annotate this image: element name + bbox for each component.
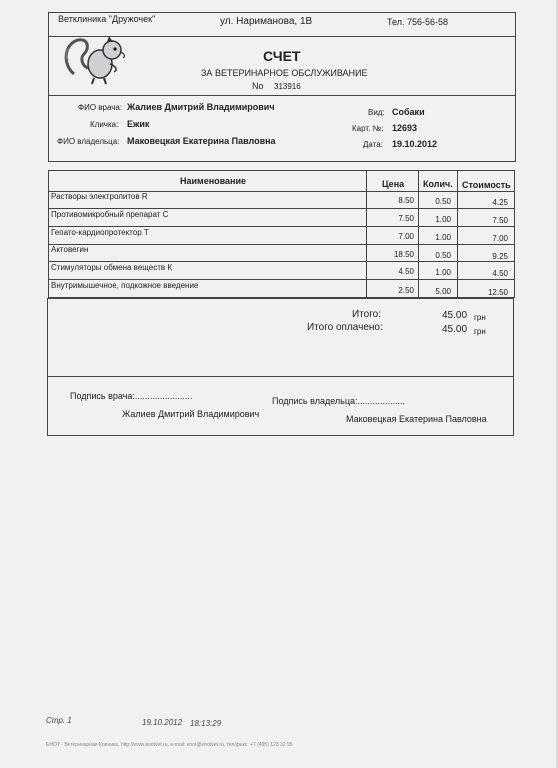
row-name: Внутримышечное, подкожное введение [51, 281, 199, 290]
clinic-name: Ветклиника "Дружочек" [58, 14, 156, 24]
row-price: 4.50 [398, 267, 414, 276]
row-name: Стимуляторы обмена веществ К [51, 263, 173, 272]
doctor-label: ФИО врача: [78, 103, 123, 112]
row-name: Актовегин [51, 245, 89, 254]
table-row-rule [48, 279, 514, 280]
owner-signature-label: Подпись владельца:................... [272, 396, 406, 406]
paid-currency: грн [474, 327, 486, 336]
row-name: Гепато-кардиопротектор Т [51, 228, 149, 237]
row-cost: 9.25 [492, 252, 508, 261]
owner-signature-name: Маковецкая Екатерина Павловна [346, 414, 487, 424]
row-price: 7.50 [398, 214, 414, 223]
clinic-phone: Тел. 756-56-58 [387, 17, 448, 27]
row-price: 7.00 [398, 232, 414, 241]
table-col-rule [457, 170, 458, 297]
owner-label: ФИО владельца: [57, 137, 120, 146]
header-qty: Колич. [423, 179, 453, 189]
total-currency: грн [474, 313, 486, 322]
paid-value: 45.00 [442, 324, 468, 335]
row-cost: 12.50 [487, 288, 508, 297]
owner-name: Маковецкая Екатерина Павловна [127, 136, 276, 146]
row-price: 2.50 [398, 286, 414, 295]
footer-time: 18:13:29 [190, 719, 222, 728]
row-qty: 0.50 [435, 197, 451, 206]
footer-small-print: ЕНОТ - Ветеринарная Клиника, http://www.enotvet.ru, e-mail: enot@enotvet.ru, тел/факс: +7 (495) 123 32 95 [46, 742, 293, 748]
invoice-subtitle: ЗА ВЕТЕРИНАРНОЕ ОБСЛУЖИВАНИЕ [201, 68, 368, 78]
row-qty: 1.00 [435, 215, 451, 224]
date-value: 19.10.2012 [392, 139, 438, 149]
doctor-signature-name: Жалиев Дмитрий Владимирович [122, 409, 260, 419]
invoice-number-label: No [252, 81, 264, 91]
table-col-rule [418, 170, 419, 297]
row-cost: 7.50 [492, 216, 508, 225]
date-label: Дата: [363, 140, 383, 149]
invoice-number: 313916 [274, 82, 301, 91]
row-qty: 5.00 [435, 287, 451, 296]
row-price: 8.50 [398, 196, 414, 205]
doctor-name: Жалиев Дмитрий Владимирович [127, 102, 275, 112]
clinic-address: ул. Нариманова, 1В [220, 16, 313, 27]
row-cost: 4.50 [492, 269, 508, 278]
squirrel-logo-icon [60, 34, 130, 86]
row-price: 18.50 [393, 250, 414, 259]
row-qty: 1.00 [435, 268, 451, 277]
species-label: Вид: [368, 108, 385, 117]
card-value: 12693 [392, 123, 418, 133]
table-row-rule [48, 208, 514, 209]
card-label: Карт. №: [352, 124, 384, 133]
doctor-signature-label: Подпись врача:....................... [70, 391, 193, 401]
info-divider [48, 95, 515, 96]
total-value: 45.00 [442, 310, 468, 321]
row-cost: 4.25 [492, 198, 508, 207]
table-row-rule [48, 244, 514, 245]
footer-page: Стр. 1 [46, 716, 72, 725]
row-qty: 1.00 [435, 233, 451, 242]
paid-label: Итого оплачено: [307, 322, 383, 333]
table-row-rule [48, 226, 514, 227]
footer-date: 19.10.2012 [142, 718, 183, 727]
header-price: Цена [382, 179, 405, 189]
table-row-rule [48, 261, 514, 262]
row-name: Растворы электролитов R [51, 192, 148, 201]
row-name: Противомикробный препарат С [51, 210, 169, 219]
table-col-rule [366, 170, 367, 297]
species-value: Собаки [392, 107, 425, 117]
pet-label: Кличка: [90, 120, 119, 129]
total-label: Итого: [352, 309, 381, 320]
invoice-title: СЧЕТ [263, 48, 301, 64]
row-qty: 0.50 [435, 251, 451, 260]
totals-divider [47, 376, 513, 377]
row-cost: 7.00 [492, 234, 508, 243]
header-name: Наименование [180, 176, 247, 186]
header-cost: Стоимость [462, 180, 511, 190]
pet-name: Ежик [127, 119, 150, 129]
